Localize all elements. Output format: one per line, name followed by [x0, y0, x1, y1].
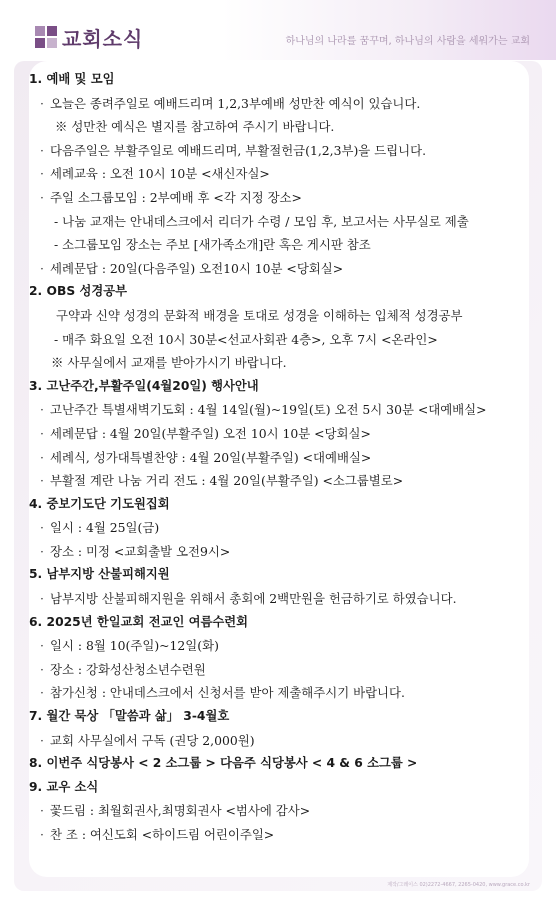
section-title: 2. OBS 성경공부 — [29, 284, 127, 299]
publisher-credit: 제작/그레이스 02)2272-4667, 2265-0420, www.grace.co.kr — [387, 882, 530, 888]
note-text: ※ 사무실에서 교재를 받아가시기 바랍니다. — [51, 355, 287, 371]
section-title: 5. 남부지방 산불피해지원 — [29, 567, 170, 582]
section-title: 8. 이번주 식당봉사 < 2 소그룹 > 다음주 식당봉사 < 4 & 6 소그룹 > — [29, 756, 418, 771]
bullet-dot-icon: · — [40, 803, 44, 819]
church-tagline: 하나님의 나라를 꿈꾸며, 하나님의 사람을 세워가는 교회 — [285, 36, 530, 47]
bullet-item — [25, 634, 530, 658]
bullet-text: 장소 : 미정 <교회출발 오전9시> — [50, 543, 231, 559]
bullet-item — [25, 587, 530, 611]
section-title: 7. 월간 묵상 「말씀과 삶」 3-4월호 — [29, 709, 230, 724]
bullet-text: 꽃드림 : 최월회권사,최명회권사 <범사에 감사> — [50, 803, 311, 819]
bullet-item — [25, 540, 530, 564]
bullet-dot-icon: · — [40, 189, 44, 205]
note-text: ※ 성만찬 예식은 별지를 참고하여 주시기 바랍니다. — [55, 119, 335, 135]
description-text: 구약과 신약 성경의 문화적 배경을 토대로 성경을 이해하는 입체적 성경공부 — [56, 307, 463, 323]
bullet-text: 장소 : 강화성산청소년수련원 — [50, 661, 206, 677]
bullet-item — [25, 257, 530, 281]
bullet-text: 세례교육 : 오전 10시 10분 <새신자실> — [50, 166, 270, 182]
logo-icon — [35, 26, 57, 48]
bullet-item — [25, 516, 530, 540]
news-list — [25, 68, 530, 847]
bullet-dot-icon: · — [40, 827, 44, 842]
bullet-item — [25, 422, 530, 446]
bullet-text: 고난주간 특별새벽기도회 : 4월 14일(월)~19일(토) 오전 5시 30분 <대예배실> — [50, 402, 487, 418]
sub-item: - 나눔 교재는 안내데스크에서 리더가 수령 / 모임 후, 보고서는 사무실로 제출 — [54, 213, 469, 229]
bullet-item — [25, 186, 530, 210]
bullet-dot-icon: · — [40, 543, 44, 559]
header — [0, 0, 556, 60]
bullet-dot-icon: · — [40, 732, 44, 748]
bullet-text: 찬 조 : 여신도회 <하이드림 어린이주일> — [50, 827, 275, 842]
bullet-item — [25, 799, 530, 823]
sub-item: - 매주 화요일 오전 10시 30분<선교사회관 4층>, 오후 7시 <온라인> — [54, 331, 438, 347]
bullet-text: 교회 사무실에서 구독 (권당 2,000원) — [50, 732, 255, 748]
bullet-dot-icon: · — [40, 425, 44, 441]
bullet-item — [25, 92, 530, 116]
bullet-text: 다음주일은 부활주일로 예배드리며, 부활절헌금(1,2,3부)을 드립니다. — [50, 142, 427, 158]
bullet-item — [25, 162, 530, 186]
bullet-text: 주일 소그룹모임 : 2부예배 후 <각 지정 장소> — [50, 189, 302, 205]
section-title: 4. 중보기도단 기도원집회 — [29, 496, 170, 511]
section-title: 9. 교우 소식 — [29, 779, 99, 794]
bullet-item — [25, 398, 530, 422]
bullet-dot-icon: · — [40, 661, 44, 677]
bullet-text: 남부지방 산불피해지원을 위해서 총회에 2백만원을 헌금하기로 하였습니다. — [50, 591, 457, 607]
bullet-item — [25, 469, 530, 493]
page-title: 교회소식 — [62, 27, 144, 51]
section-title: 3. 고난주간,부활주일(4월20일) 행사안내 — [29, 378, 259, 393]
bullet-text: 오늘은 종려주일로 예배드리며 1,2,3부예배 성만찬 예식이 있습니다. — [50, 95, 421, 111]
bullet-dot-icon: · — [40, 638, 44, 654]
sub-item: - 소그룹모임 장소는 주보 [새가족소개]란 혹은 게시판 참조 — [54, 237, 371, 253]
bullet-text: 세례식, 성가대특별찬양 : 4월 20일(부활주일) <대예배실> — [50, 449, 372, 465]
bullet-dot-icon: · — [40, 260, 44, 276]
bullet-item — [25, 658, 530, 682]
bullet-item — [25, 139, 530, 163]
bullet-dot-icon: · — [40, 95, 44, 111]
bullet-dot-icon: · — [40, 142, 44, 158]
bullet-text: 일시 : 4월 25일(금) — [50, 520, 160, 536]
bullet-text: 세례문답 : 20일(다음주일) 오전10시 10분 <당회실> — [50, 260, 344, 276]
bullet-dot-icon: · — [40, 591, 44, 607]
bullet-dot-icon: · — [40, 166, 44, 182]
bullet-dot-icon: · — [40, 520, 44, 536]
bullet-text: 참가신청 : 안내데스크에서 신청서를 받아 제출해주시기 바랍니다. — [50, 685, 405, 701]
bullet-item — [25, 729, 530, 753]
bullet-text: 일시 : 8월 10(주일)~12일(화) — [50, 638, 219, 654]
bullet-text: 부활절 계란 나눔 거리 전도 : 4월 20일(부활주일) <소그룹별로> — [50, 473, 404, 489]
section-title: 6. 2025년 한일교회 전교인 여름수련회 — [29, 614, 249, 629]
bullet-item — [25, 823, 530, 847]
bullet-item — [25, 446, 530, 470]
bullet-dot-icon: · — [40, 402, 44, 418]
bullet-item — [25, 681, 530, 705]
bullet-dot-icon: · — [40, 685, 44, 701]
bullet-dot-icon: · — [40, 449, 44, 465]
bullet-text: 세례문답 : 4월 20일(부활주일) 오전 10시 10분 <당회실> — [50, 425, 371, 441]
section-title: 1. 예배 및 모임 — [29, 72, 115, 86]
bullet-dot-icon: · — [40, 473, 44, 489]
